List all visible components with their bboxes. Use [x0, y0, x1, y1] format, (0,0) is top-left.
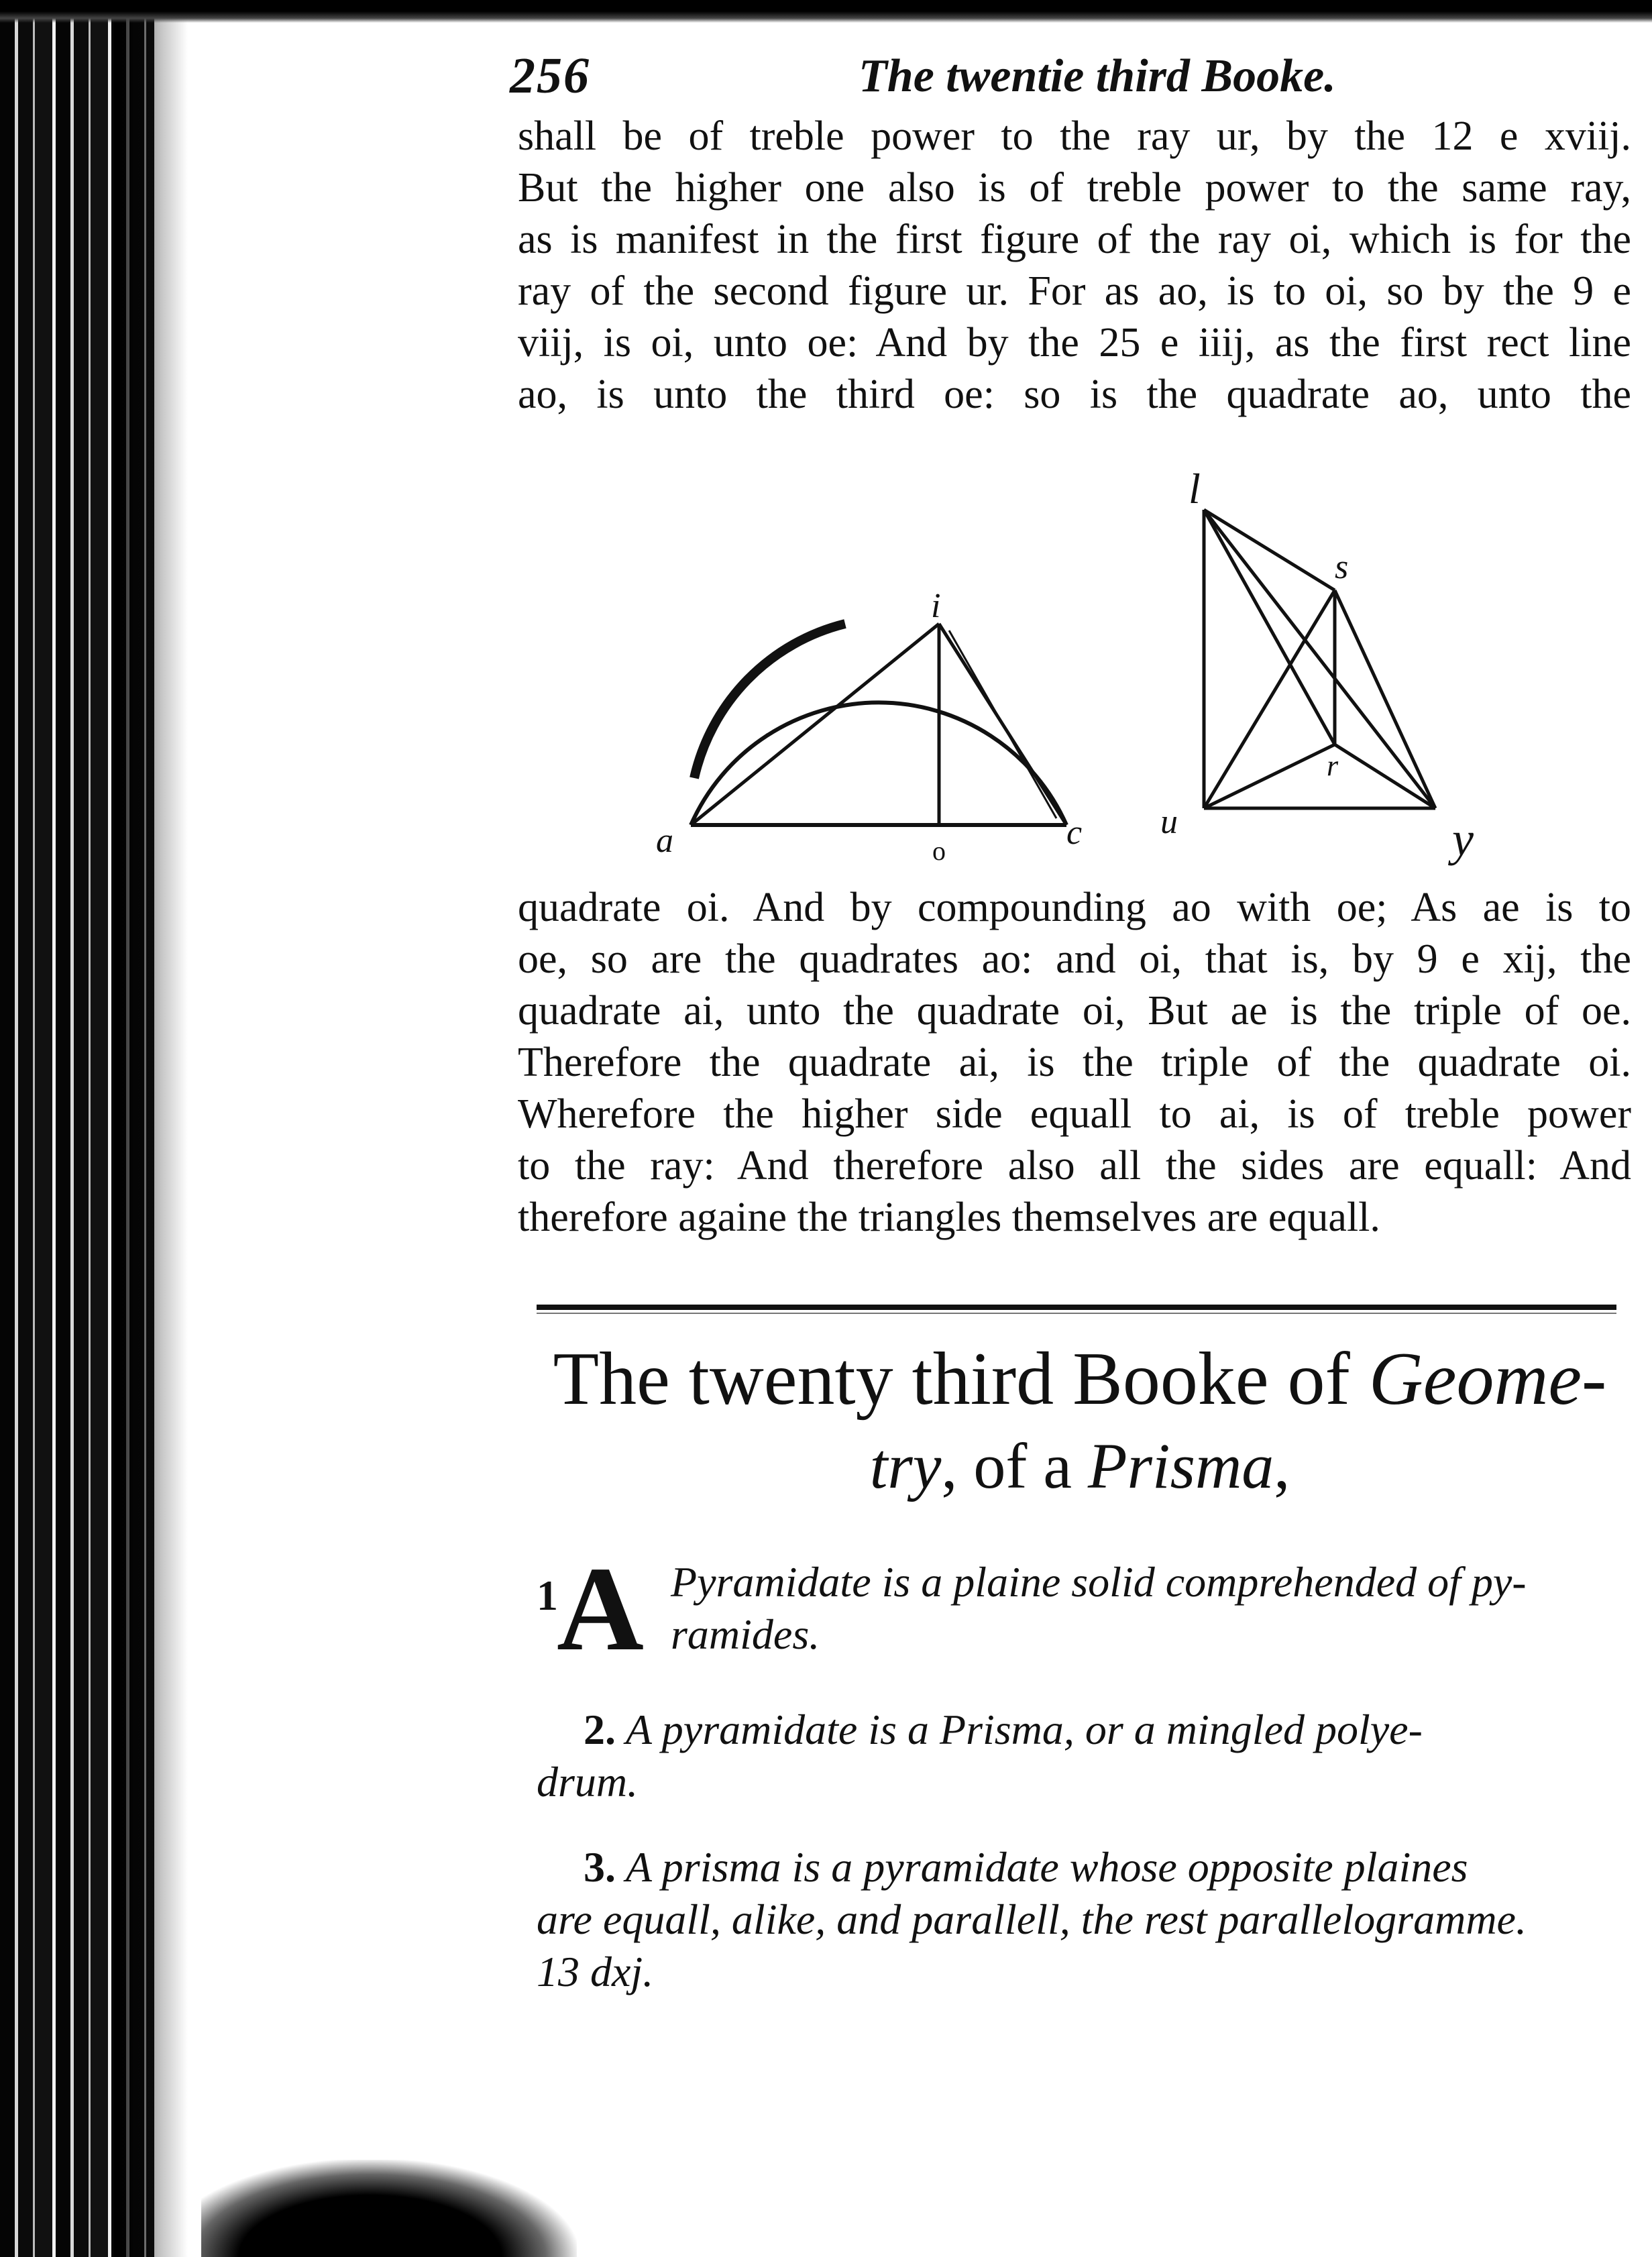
text-line: quadrate oi. And by compounding ao with oe; As ae is to: [518, 885, 1631, 930]
text-line: But the higher one also is of treble power to the same ray,: [518, 165, 1631, 211]
label-c: c: [1066, 814, 1083, 852]
edge-ls: [1204, 510, 1335, 590]
running-head: The twentie third Booke.: [859, 50, 1336, 102]
definition-number: 3.: [584, 1843, 616, 1891]
label-o: o: [932, 836, 946, 866]
semicircle-arc: [691, 702, 1066, 825]
subtitle-end: ,: [1274, 1430, 1290, 1502]
definition-line: drum.: [537, 1758, 639, 1806]
definition-3: [537, 1841, 1637, 1998]
text-line: as is manifest in the first figure of the ray oi, which is for the: [518, 217, 1631, 262]
label-r: r: [1327, 749, 1339, 782]
title-italic: Geome-: [1368, 1337, 1607, 1421]
top-paragraph: [518, 111, 1631, 421]
definition-number: 1: [537, 1572, 558, 1619]
definition-text: A prisma is a pyramidate whose opposite plaines: [625, 1843, 1468, 1891]
semicircle-figure: [691, 624, 1066, 825]
definition-line: [537, 1841, 1637, 1893]
definition-line: ramides.: [671, 1610, 820, 1658]
definition-2: [537, 1704, 1637, 1808]
text-line: oe, so are the quadrates ao: and oi, that is, by 9 e xij, the: [518, 936, 1631, 982]
title-roman: The twenty third Booke of: [553, 1337, 1369, 1421]
drop-cap: A: [557, 1542, 644, 1675]
geometry-figure: [644, 463, 1529, 879]
page-header: [510, 40, 1382, 107]
subtitle-roman: , of a: [941, 1430, 1088, 1502]
page-number: 256: [510, 48, 590, 104]
definition-number: 2.: [584, 1706, 616, 1753]
chord-ai: [691, 624, 939, 825]
book-title-block: [510, 1335, 1650, 1506]
definition-line: Pyramidate is a plaine solid comprehended of py-: [671, 1558, 1527, 1606]
definition-1: [537, 1542, 1637, 1675]
text-line: Wherefore the higher side equall to ai, is of treble power: [518, 1091, 1631, 1137]
text-line: ao, is unto the third oe: so is the quadrate ao, unto the: [518, 372, 1631, 417]
definition-text: A pyramidate is a Prisma, or a mingled polye-: [625, 1706, 1423, 1753]
definition-line: 13 dxj.: [537, 1948, 654, 1995]
definition-line: [537, 1704, 1637, 1756]
subtitle-italic-2: Prisma: [1087, 1430, 1274, 1502]
label-i: i: [931, 587, 941, 625]
book-title: [510, 1335, 1650, 1423]
text-line: shall be of treble power to the ray ur, by the 12 e xviij.: [518, 113, 1631, 159]
chord-ic-inner: [949, 630, 1056, 818]
geometry-diagram: [644, 463, 1529, 879]
text-line: quadrate ai, unto the quadrate oi, But ae is the triple of oe.: [518, 988, 1631, 1034]
section-divider-thin: [537, 1313, 1616, 1314]
section-divider: [537, 1305, 1616, 1310]
text-line: to the ray: And therefore also all the sides are equall: And: [518, 1143, 1631, 1189]
subtitle-italic-1: try: [869, 1430, 942, 1502]
label-u: u: [1160, 803, 1178, 841]
spine-shadow: [114, 0, 188, 2257]
middle-paragraph: [518, 882, 1631, 1244]
text-line: therefore againe the triangles themselves are equall.: [518, 1195, 1380, 1240]
edge-lr: [1204, 510, 1335, 745]
edge-ly: [1204, 510, 1435, 808]
label-y: y: [1452, 812, 1474, 866]
book-subtitle: [510, 1426, 1650, 1506]
text-line: viij, is oi, unto oe: And by the 25 e iiij, as the first rect line: [518, 320, 1631, 366]
definition-line: are equall, alike, and parallell, the rest parallelogramme.: [537, 1895, 1527, 1943]
bottom-ink-blot: [201, 2160, 577, 2257]
label-s: s: [1335, 548, 1349, 586]
text-line: Therefore the quadrate ai, is the triple of the quadrate oi.: [518, 1040, 1631, 1085]
text-line: ray of the second figure ur. For as ao, is to oi, so by the 9 e: [518, 268, 1631, 314]
semicircle-arc-bold: [694, 624, 845, 778]
pyramid-figure: [1204, 510, 1435, 808]
label-l: l: [1189, 465, 1201, 512]
label-a: a: [656, 822, 673, 860]
page-top-edge: [0, 0, 1652, 23]
